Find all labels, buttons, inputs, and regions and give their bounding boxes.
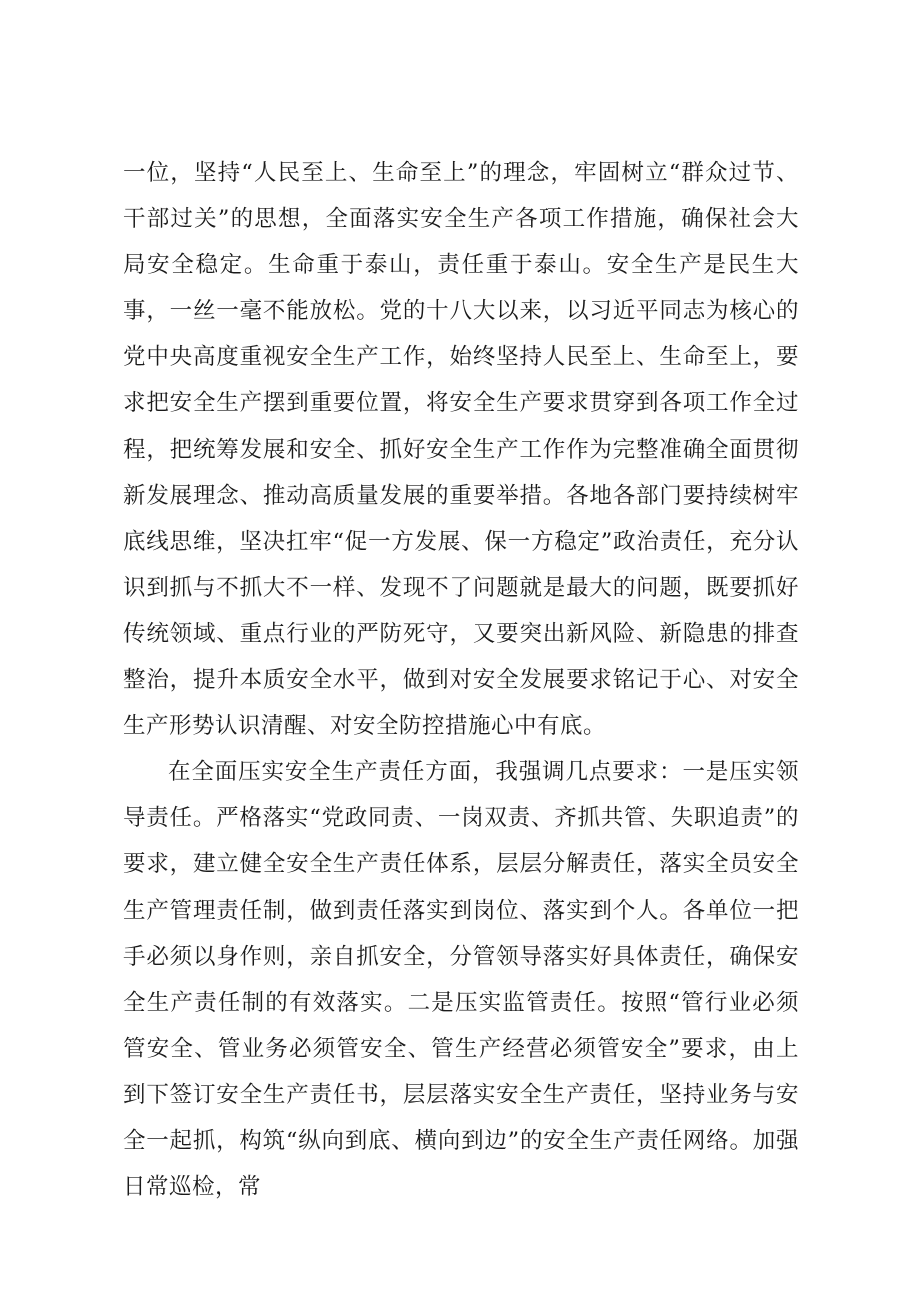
document-body [123, 150, 799, 1210]
paragraph-1: 一位，坚持“人民至上、生命至上”的理念，牢固树立“群众过节、干部过关”的思想，全面落实安全生产各项工作措施，确保社会大局安全稳定。生命重于泰山，责任重于泰山。安全生产是民生大事，一丝一毫不能放松。党的十八大以来，以习近平同志为核心的党中央高度重视安全生产工作，始终坚持人民至上、生命至上，要求把安全生产摆到重要位置，将安全生产要求贯穿到各项工作全过程，把统筹发展和安全、抓好安全生产工作作为完整准确全面贯彻新发展理念、推动高质量发展的重要举措。各地各部门要持续树牢底线思维，坚决扛牢“促一方发展、保一方稳定”政治责任，充分认识到抓与不抓大不一样、发现不了问题就是最大的问题，既要抓好传统领域、重点行业的严防死守，又要突出新风险、新隐患的排查整治，提升本质安全水平，做到对安全发展要求铭记于心、对安全生产形势认识清醒、对安全防控措施心中有底。 [123, 160, 799, 740]
paragraph-2: 在全面压实安全生产责任方面，我强调几点要求：一是压实领导责任。严格落实“党政同责、一岗双责、齐抓共管、失职追责”的要求，建立健全安全生产责任体系，层层分解责任，落实全员安全生产管理责任制，做到责任落实到岗位、落实到个人。各单位一把手必须以身作则，亲自抓安全，分管领导落实好具体责任，确保安全生产责任制的有效落实。二是压实监管责任。按照“管行业必须管安全、管业务必须管安全、管生产经营必须管安全”要求，由上到下签订安全生产责任书，层层落实安全生产责任，坚持业务与安全一起抓，构筑“纵向到底、横向到边”的安全生产责任网络。加强日常巡检，常 [123, 759, 799, 1201]
